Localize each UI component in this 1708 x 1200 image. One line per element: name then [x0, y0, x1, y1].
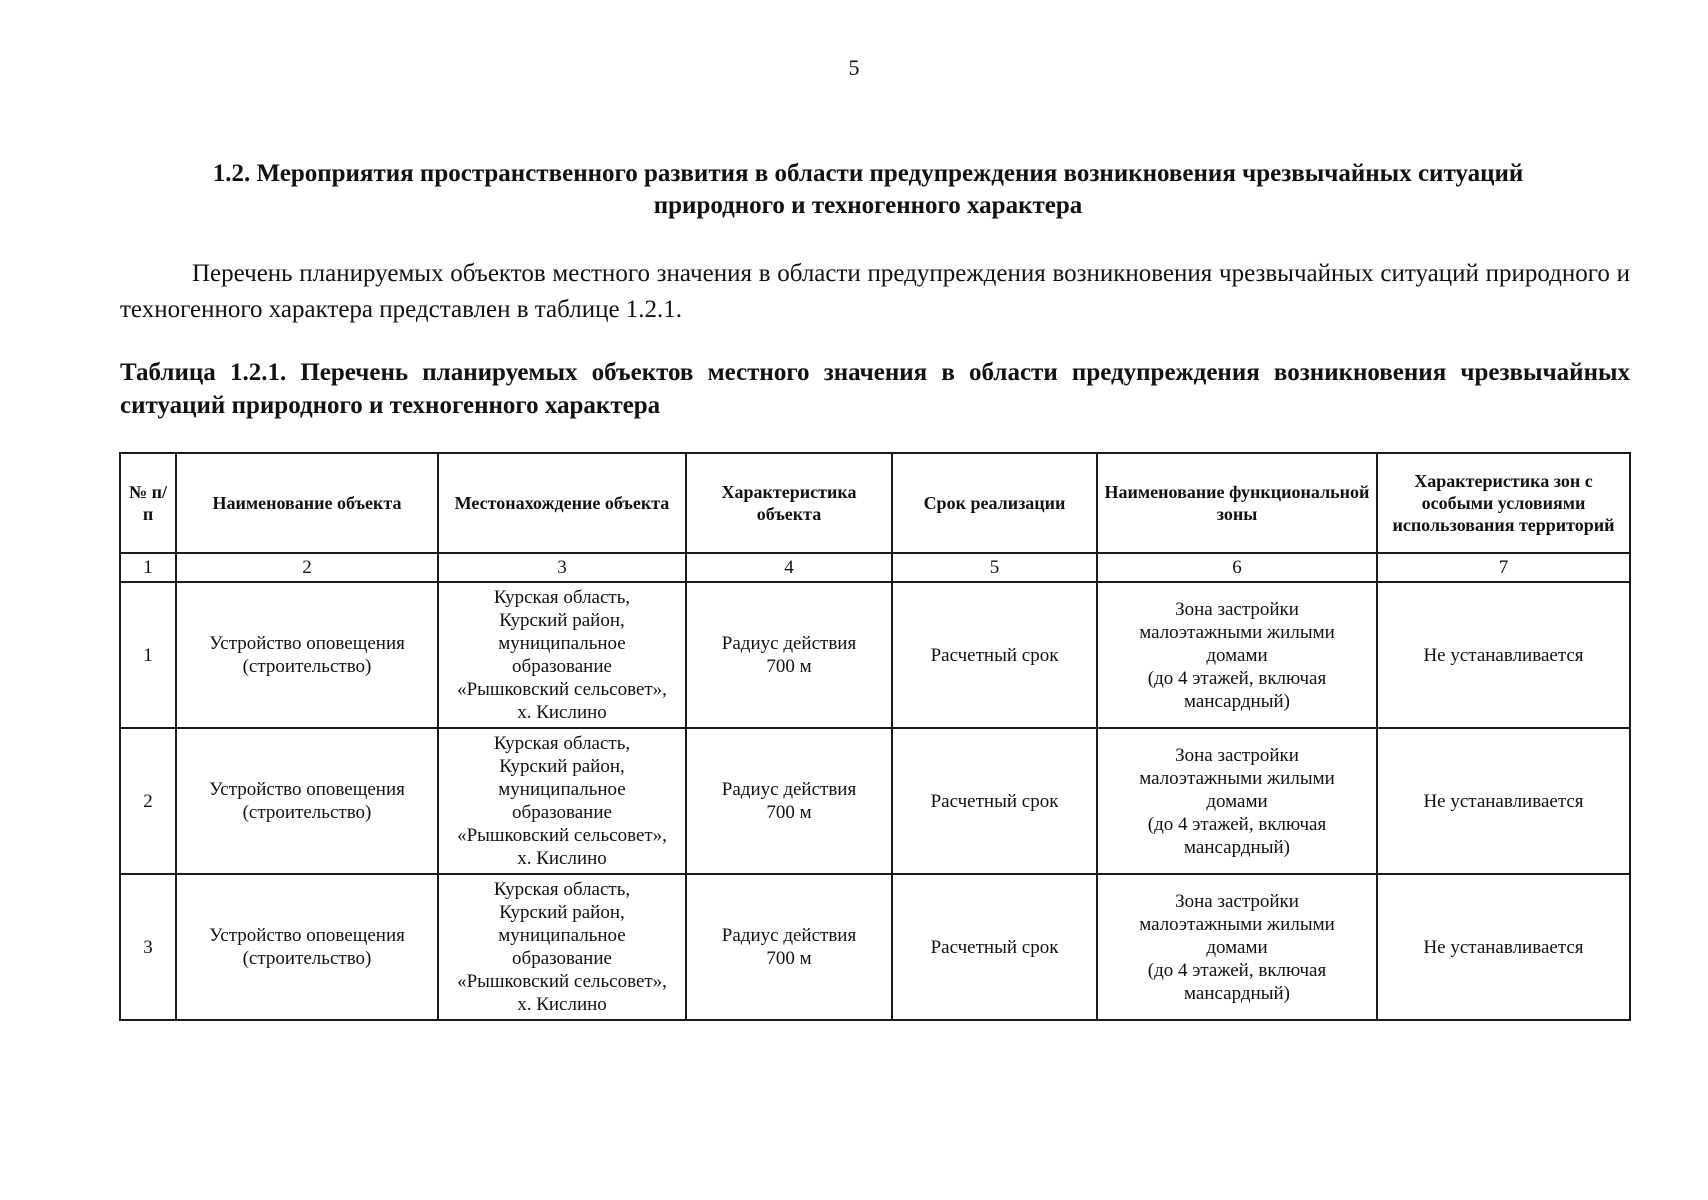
location-cell-line: Курская область,: [493, 733, 631, 754]
characteristic-cell-line: Радиус действия: [721, 779, 857, 800]
location-cell-line: Курский район,: [499, 610, 625, 631]
object-name-cell-line: Устройство оповещения: [209, 633, 405, 654]
functional-zone-cell-line: домами: [1206, 936, 1268, 958]
location-cell-line: Курский район,: [499, 902, 625, 923]
row-number-cell: 1: [120, 582, 176, 728]
header-number: № п/п: [120, 453, 176, 553]
characteristic-cell-line: 700 м: [766, 948, 812, 969]
location-cell-line: муниципальное: [498, 633, 626, 654]
characteristic-cell: [686, 874, 892, 1020]
location-cell-line: х. Кислино: [517, 994, 607, 1015]
header-term: Срок реализации: [892, 453, 1097, 553]
object-name-cell-line: (строительство): [242, 802, 372, 823]
object-name-cell: [176, 582, 438, 728]
functional-zone-cell-line: Зона застройки: [1175, 598, 1299, 620]
functional-zone-cell-line: малоэтажными жилыми: [1139, 913, 1335, 935]
location-cell: [438, 582, 686, 728]
special-zones-cell: Не устанавливается: [1377, 582, 1630, 728]
location-cell: [438, 874, 686, 1020]
location-cell-line: «Рышковский сельсовет»,: [457, 679, 667, 700]
functional-zone-cell-line: мансардный): [1184, 836, 1290, 858]
location-cell-line: Курская область,: [493, 879, 631, 900]
location-cell-line: Курский район,: [499, 756, 625, 777]
header-functional-zone: Наименование функциональной зоны: [1097, 453, 1377, 553]
term-cell: Расчетный срок: [892, 874, 1097, 1020]
characteristic-cell-line: Радиус действия: [721, 925, 857, 946]
table-row: [120, 728, 1630, 874]
table-row: [120, 874, 1630, 1020]
functional-zone-cell-line: (до 4 этажей, включая: [1147, 959, 1327, 981]
object-name-cell-line: (строительство): [242, 948, 372, 969]
header-location: Местонахождение объекта: [438, 453, 686, 553]
term-cell: Расчетный срок: [892, 728, 1097, 874]
header-object-name: Наименование объекта: [176, 453, 438, 553]
objects-table: [119, 452, 1631, 1021]
location-cell-line: х. Кислино: [517, 848, 607, 869]
characteristic-cell: [686, 582, 892, 728]
location-cell-line: образование: [512, 948, 612, 969]
row-number-cell: 2: [120, 728, 176, 874]
header-special-zones: Характеристика зон с особыми условиями использования территорий: [1377, 453, 1630, 553]
location-cell-line: Курская область,: [493, 587, 631, 608]
characteristic-cell-line: 700 м: [766, 656, 812, 677]
objects-table-container: [119, 452, 1629, 1021]
characteristic-cell-line: 700 м: [766, 802, 812, 823]
functional-zone-cell-line: мансардный): [1184, 982, 1290, 1004]
special-zones-cell: Не устанавливается: [1377, 874, 1630, 1020]
table-header-row: [120, 453, 1630, 553]
object-name-cell: [176, 728, 438, 874]
column-number: 1: [120, 553, 176, 582]
intro-paragraph: Перечень планируемых объектов местного значения в области предупреждения возникновения чрезвычайных ситуаций природного и техногенного характера представлен в таблице 1.2.1.: [120, 260, 1630, 323]
functional-zone-cell: [1097, 728, 1377, 874]
functional-zone-cell: [1097, 874, 1377, 1020]
term-cell: Расчетный срок: [892, 582, 1097, 728]
column-number: 3: [438, 553, 686, 582]
object-name-cell-line: (строительство): [242, 656, 372, 677]
characteristic-cell: [686, 728, 892, 874]
functional-zone-cell-line: Зона застройки: [1175, 744, 1299, 766]
functional-zone-cell-line: малоэтажными жилыми: [1139, 767, 1335, 789]
object-name-cell-line: Устройство оповещения: [209, 779, 405, 800]
column-number: 5: [892, 553, 1097, 582]
column-number: 2: [176, 553, 438, 582]
functional-zone-cell-line: Зона застройки: [1175, 890, 1299, 912]
location-cell-line: образование: [512, 802, 612, 823]
section-heading: 1.2. Мероприятия пространственного развития в области предупреждения возникновения чрезвычайных ситуаций природного и техногенного характера: [212, 160, 1524, 219]
functional-zone-cell: [1097, 582, 1377, 728]
location-cell: [438, 728, 686, 874]
functional-zone-cell-line: мансардный): [1184, 690, 1290, 712]
functional-zone-cell-line: малоэтажными жилыми: [1139, 621, 1335, 643]
object-name-cell: [176, 874, 438, 1020]
column-number-row: [120, 553, 1630, 582]
column-number: 7: [1377, 553, 1630, 582]
characteristic-cell-line: Радиус действия: [721, 633, 857, 654]
location-cell-line: х. Кислино: [517, 702, 607, 723]
row-number-cell: 3: [120, 874, 176, 1020]
functional-zone-cell-line: домами: [1206, 644, 1268, 666]
column-number: 6: [1097, 553, 1377, 582]
functional-zone-cell-line: (до 4 этажей, включая: [1147, 813, 1327, 835]
location-cell-line: «Рышковский сельсовет»,: [457, 825, 667, 846]
table-row: [120, 582, 1630, 728]
column-number: 4: [686, 553, 892, 582]
location-cell-line: муниципальное: [498, 925, 626, 946]
page-number: 5: [848, 55, 860, 80]
location-cell-line: муниципальное: [498, 779, 626, 800]
object-name-cell-line: Устройство оповещения: [209, 925, 405, 946]
location-cell-line: «Рышковский сельсовет»,: [457, 971, 667, 992]
functional-zone-cell-line: (до 4 этажей, включая: [1147, 667, 1327, 689]
header-characteristic: Характеристика объекта: [686, 453, 892, 553]
functional-zone-cell-line: домами: [1206, 790, 1268, 812]
table-caption: Таблица 1.2.1. Перечень планируемых объектов местного значения в области предупреждения возникновения чрезвычайных ситуаций природного и техногенного характера: [120, 359, 1630, 419]
special-zones-cell: Не устанавливается: [1377, 728, 1630, 874]
location-cell-line: образование: [512, 656, 612, 677]
